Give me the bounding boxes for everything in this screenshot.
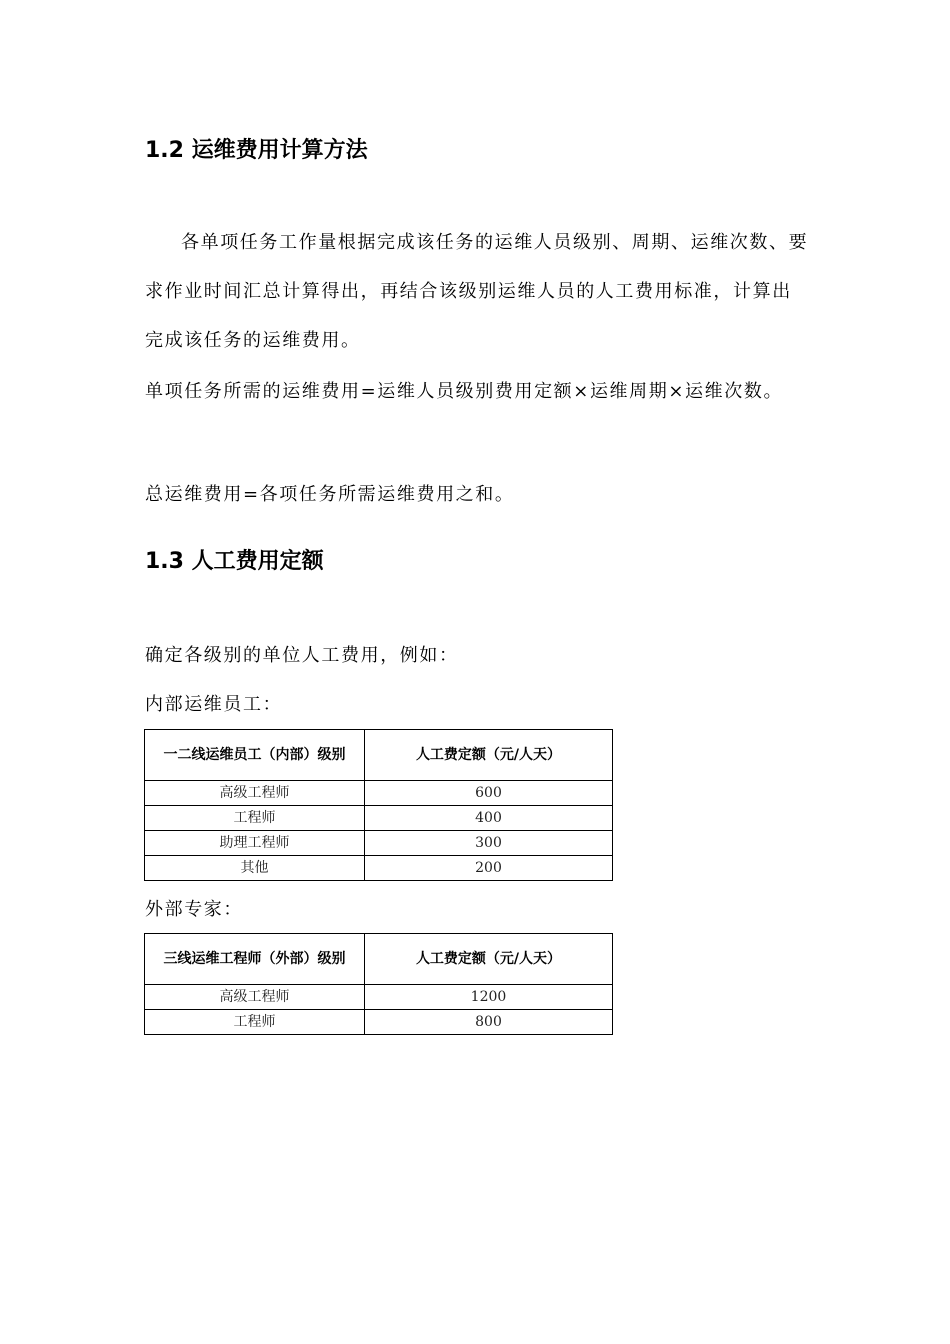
- table-row: [145, 806, 613, 831]
- rate-column-header: 人工费定额（元/人天）: [365, 730, 613, 781]
- table-row: [145, 1010, 613, 1035]
- level-cell: 工程师: [145, 1010, 365, 1035]
- rate-intro-text: 确定各级别的单位人工费用，例如：: [145, 645, 459, 666]
- level-column-header: 三线运维工程师（外部）级别: [145, 934, 365, 985]
- internal-rate-table: [144, 729, 613, 881]
- level-column-header: 一二线运维员工（内部）级别: [145, 730, 365, 781]
- rate-cell: 600: [365, 781, 613, 806]
- external-rate-table: [144, 933, 613, 1035]
- level-cell: 工程师: [145, 806, 365, 831]
- rate-cell: 1200: [365, 985, 613, 1010]
- level-cell: 助理工程师: [145, 831, 365, 856]
- section-heading-1-2: 1.2 运维费用计算方法: [145, 138, 368, 163]
- rate-cell: 200: [365, 856, 613, 881]
- table-row: [145, 985, 613, 1010]
- table-header-row: [145, 934, 613, 985]
- section-heading-1-3: 1.3 人工费用定额: [145, 549, 324, 574]
- rate-cell: 800: [365, 1010, 613, 1035]
- level-cell: 高级工程师: [145, 781, 365, 806]
- rate-cell: 300: [365, 831, 613, 856]
- calculation-method-paragraph: 各单项任务工作量根据完成该任务的运维人员级别、周期、运维次数、要求作业时间汇总计算得出，再结合该级别运维人员的人工费用标准，计算出完成该任务的运维费用。: [145, 232, 809, 351]
- external-experts-label: 外部专家：: [145, 899, 243, 920]
- internal-staff-label: 内部运维员工：: [145, 694, 283, 715]
- total-cost-formula: 总运维费用=各项任务所需运维费用之和。: [145, 484, 515, 505]
- level-cell: 高级工程师: [145, 985, 365, 1010]
- table-row: [145, 831, 613, 856]
- table-row: [145, 856, 613, 881]
- rate-cell: 400: [365, 806, 613, 831]
- single-task-cost-formula: 单项任务所需的运维费用=运维人员级别费用定额×运维周期×运维次数。: [145, 381, 784, 402]
- table-header-row: [145, 730, 613, 781]
- level-cell: 其他: [145, 856, 365, 881]
- rate-column-header: 人工费定额（元/人天）: [365, 934, 613, 985]
- table-row: [145, 781, 613, 806]
